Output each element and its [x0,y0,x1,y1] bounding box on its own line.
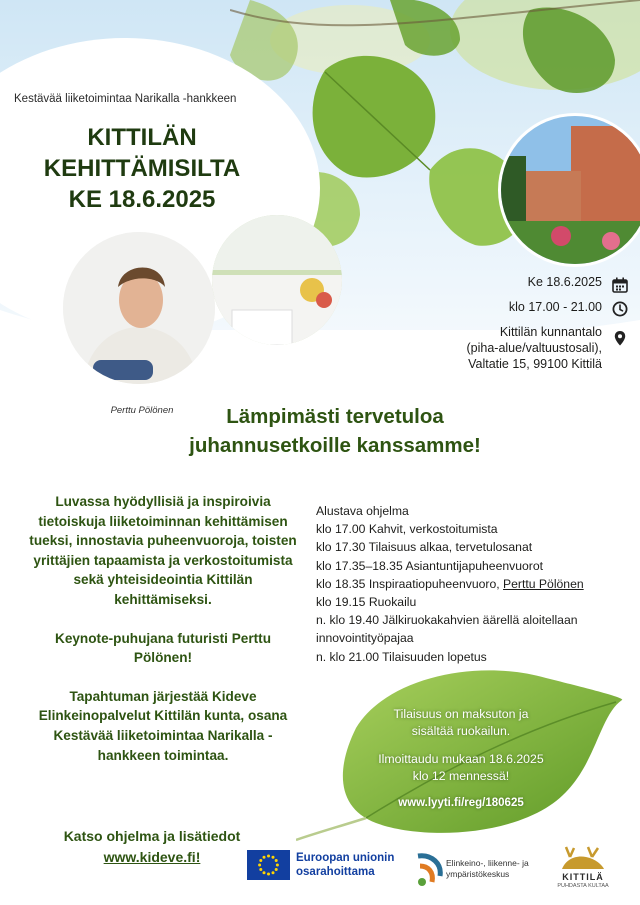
event-title [24,122,260,215]
program-heading: Alustava ohjelma [316,504,409,518]
project-kicker: Kestävää liiketoimintaa Narikalla -hankkeen [14,93,237,105]
website-link[interactable]: www.kideve.fi! [103,849,201,865]
town-hall-photo [498,113,640,267]
welcome-line-2: juhannusetkoille kanssamme! [189,434,481,457]
ely-logo-icon [414,852,444,888]
eu-funding-label [296,851,406,879]
intro-text: Luvassa hyödyllisiä ja inspiroivia tietoiskuja liiketoiminnan kehittämisen tueksi, innostavia puheenvuoroja, toisten yrittäjien tapaamista ja verkostoitumista sekä yhteisideointia Kittilän kehittämiseksi. [29,494,297,607]
kittila-reindeer-logo-icon [556,845,610,873]
event-date: Ke 18.6.2025 [527,275,602,289]
speaker-caption: Perttu Pölönen [110,405,174,416]
program-item: klo 17.00 Kahvit, verkostoitumista [316,522,498,537]
title-line-3: KE 18.6.2025 [68,186,216,213]
kittila-slogan: PUHDASTA KULTAA [557,883,609,889]
event-time: klo 17.00 - 21.00 [508,300,602,314]
welcome-line-1: Lämpimästi tervetuloa [226,405,444,428]
title-line-1: KITTILÄN [87,124,197,151]
venue-line-2: (piha-alue/valtuustosali), [466,341,602,355]
keynote-text: Keynote-puhujana futuristi Perttu Pölönen! [55,630,271,666]
venue-table-photo [212,215,342,345]
event-details [430,275,602,371]
ely-line-1: Elinkeino-, liikenne- ja [446,858,529,868]
organizer-text: Tapahtuman järjestää Kideve Elinkeinopalvelut Kittilän kunta, osana Kestävää liiketoimintaa Narikalla -hankkeen toimintaa. [38,688,288,763]
program-item: n. klo 19.40 Jälkiruokakahvien äärellä aloitellaan [316,613,578,628]
program-item: n. klo 21.00 Tilaisuuden lopetus [316,649,487,664]
free-line-2: sisältää ruokailun. [411,724,511,738]
free-line-1: Tilaisuus on maksuton ja [393,707,529,721]
eu-flag-icon [247,850,290,880]
venue-line-1: Kittilän kunnantalo [499,325,602,339]
program-item: klo 17.30 Tilaisuus alkaa, tervetulosanat [316,540,533,555]
registration-link[interactable]: www.lyyti.fi/reg/180625 [398,797,524,809]
program-item: innovointityöpajaa [316,631,414,646]
welcome-heading [150,402,520,460]
more-info [32,826,272,868]
program-item: klo 17.35–18.35 Asiantuntijapuheenvuorot [316,558,544,573]
program-item [316,575,626,593]
program-item: klo 19.15 Ruokailu [316,595,417,610]
register-line-1: Ilmoittaudu mukaan 18.6.2025 [378,752,544,766]
calendar-icon [612,277,628,293]
clock-icon [612,301,628,317]
register-line-2: klo 12 mennessä! [412,769,510,783]
venue-line-3: Valtatie 15, 99100 Kittilä [468,357,602,371]
kittila-logo-text: KITTILÄ [562,872,604,882]
program-list [316,502,626,666]
eu-line-2: osarahoittama [296,866,375,878]
ely-line-2: ympäristökeskus [446,868,510,879]
inspiration-speaker-link[interactable]: Perttu Pölönen [503,576,584,591]
event-description [28,492,298,784]
title-line-2: KEHITTÄMISILTA [43,155,241,182]
eu-line-1: Euroopan unionin [296,852,395,864]
more-info-text: Katso ohjelma ja lisätiedot [63,828,241,844]
leaf-text [356,706,566,812]
location-pin-icon [612,330,628,346]
program-item-text: klo 18.35 Inspiraatiopuheenvuoro, [316,576,504,591]
speaker-photo [63,232,215,384]
ely-label [446,858,546,879]
